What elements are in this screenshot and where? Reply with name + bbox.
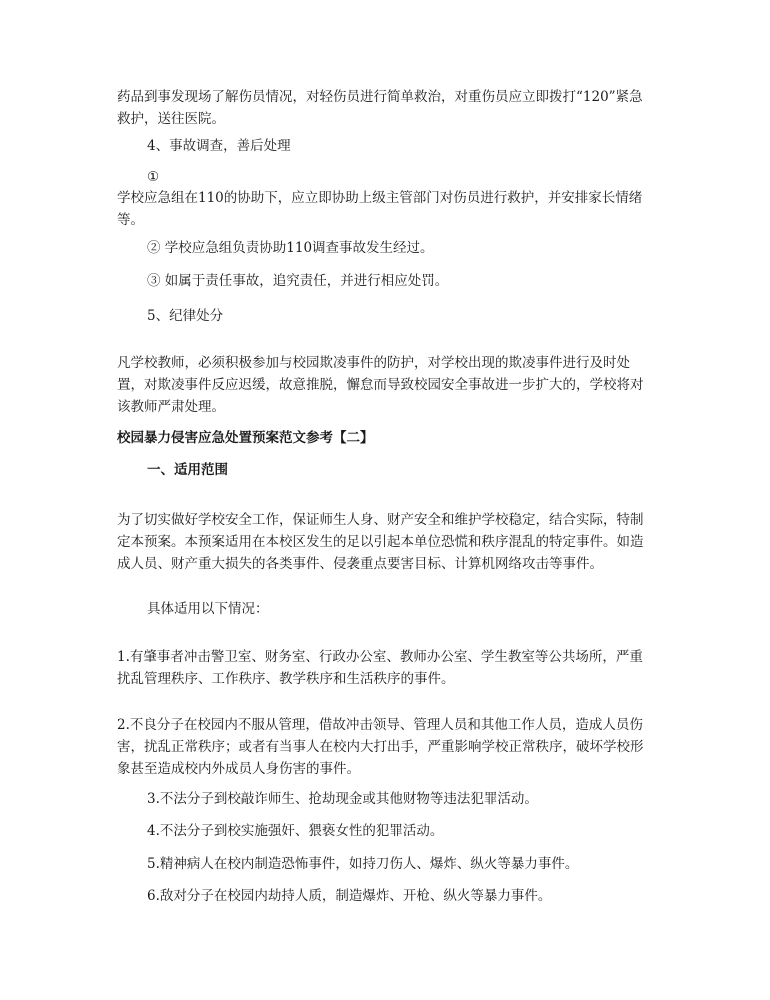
paragraph-purpose: 为了切实做好学校安全工作，保证师生人身、财产安全和维护学校稳定，结合实际，特制定本预案。本预案适用在本校区发生的足以引起本单位恐慌和秩序混乱的特定事件。如造成人员、财产重大损失的各类事件、侵袭重点要害目标、计算机网络攻击等事件。 [117, 512, 644, 572]
list-item-5: 5.精神病人在校内制造恐怖事件，如持刀伤人、爆炸、纵火等暴力事件。 [147, 856, 579, 872]
circled-number-1: ① [147, 169, 160, 185]
heading-scope: 一、适用范围 [147, 462, 228, 478]
section-title: 校园暴力侵害应急处置预案范文参考【二】 [117, 430, 374, 446]
list-item-1: 1.有肇事者冲击警卫室、财务室、行政办公室、教师办公室、学生教室等公共场所，严重扰乱管理秩序、工作秩序、教学秩序和生活秩序的事件。 [117, 649, 643, 687]
list-item-2: 2.不良分子在校园内不服从管理，借故冲击领导、管理人员和其他工作人员，造成人员伤害，扰乱正常秩序；或者有当事人在校内大打出手，严重影响学校正常秩序，破坏学校形象甚至造成校内外成员人身伤害的事件。 [117, 717, 644, 777]
list-item-6: 6.敌对分子在校园内劫持人质，制造爆炸、开枪、纵火等暴力事件。 [147, 888, 552, 904]
paragraph-assist-investigation: ② 学校应急组负责协助110调查事故发生经过。 [147, 240, 434, 256]
list-item-3: 3.不法分子到校敲诈师生、抢劫现金或其他财物等违法犯罪活动。 [147, 791, 538, 807]
paragraph-specific-cases: 具体适用以下情况： [147, 601, 269, 617]
paragraph-treatment: 药品到事发现场了解伤员情况，对轻伤员进行简单救治，对重伤员应立即拨打“120”紧急救护，送往医院。 [117, 89, 643, 127]
list-item-4: 4.不法分子到校实施强奸、猥亵女性的犯罪活动。 [147, 823, 444, 839]
paragraph-responsibility: ③ 如属于责任事故，追究责任，并进行相应处罚。 [147, 273, 449, 289]
heading-accident-investigation: 4、事故调查，善后处理 [147, 138, 291, 154]
heading-discipline: 5、纪律处分 [147, 308, 224, 324]
paragraph-emergency-group-rescue: 学校应急组在110的协助下，应立即协助上级主管部门对伤员进行救护，并安排家长情绪等。 [117, 190, 643, 228]
paragraph-teacher-discipline: 凡学校教师，必须积极参加与校园欺凌事件的防护，对学校出现的欺凌事件进行及时处置，对欺凌事件反应迟缓，故意推脱，懈怠而导致校园安全事故进一步扩大的，学校将对该教师严肃处理。 [117, 355, 644, 415]
